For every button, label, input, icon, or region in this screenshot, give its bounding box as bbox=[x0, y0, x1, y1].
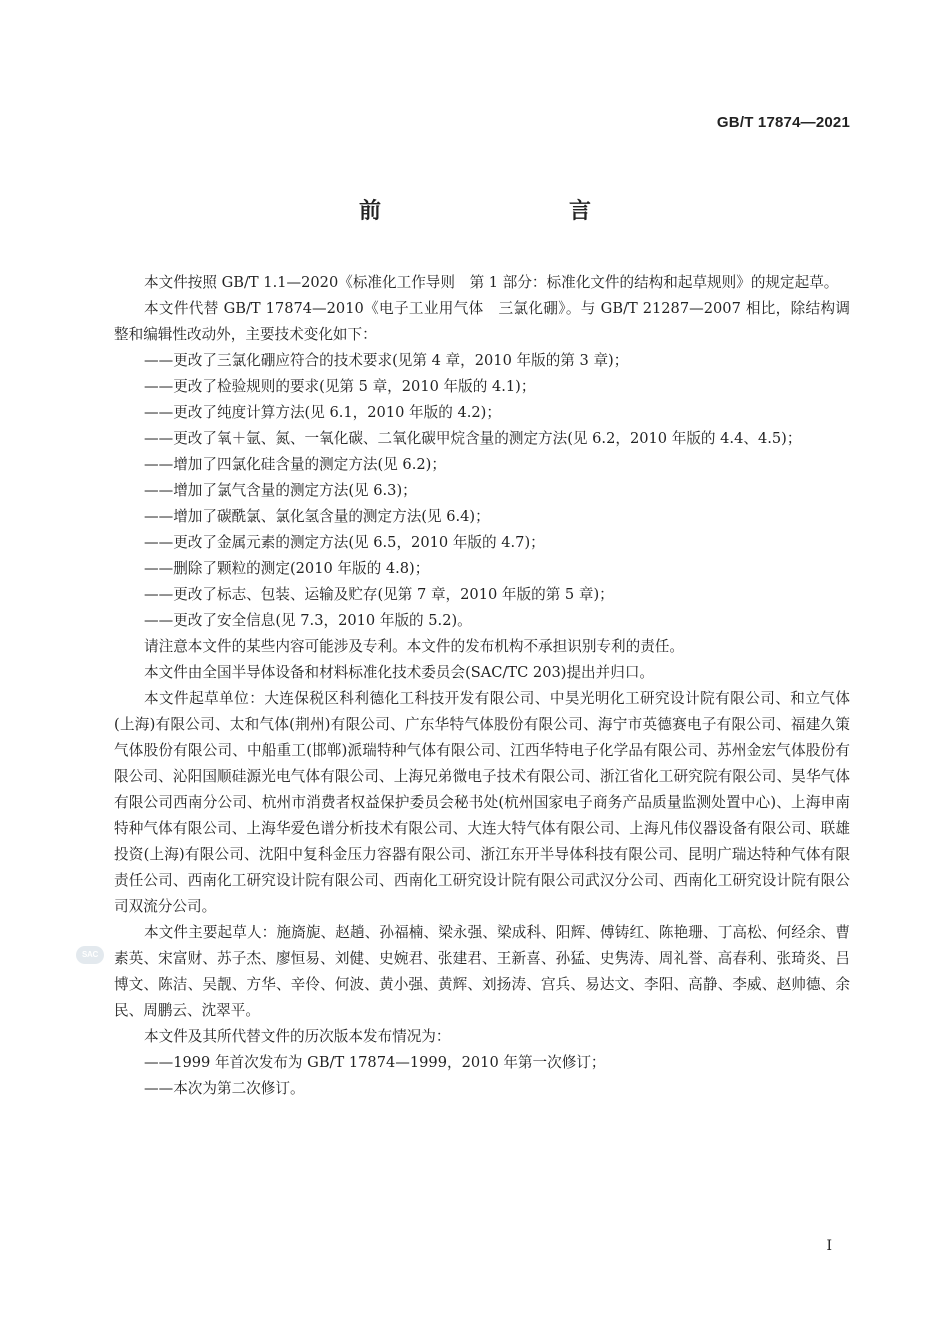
page-number: I bbox=[826, 1238, 832, 1254]
change-item: ——更改了三氯化硼应符合的技术要求(见第 4 章，2010 年版的第 3 章)； bbox=[144, 352, 629, 369]
paragraph-replaces: 本文件代替 GB/T 17874—2010《电子工业用气体 三氯化硼》。与 GB/T 21287—2007 相比，除结构调整和编辑性改动外，主要技术变化如下： bbox=[114, 300, 850, 343]
history-item: ——1999 年首次发布为 GB/T 17874—1999，2010 年第一次修订； bbox=[144, 1054, 606, 1071]
document-body bbox=[114, 270, 850, 1102]
change-item: ——删除了颗粒的测定(2010 年版的 4.8)； bbox=[144, 560, 430, 577]
standard-number: GB/T 17874—2021 bbox=[716, 114, 850, 131]
paragraph-drafting-units: 本文件起草单位：大连保税区科利德化工科技开发有限公司、中昊光明化工研究设计院有限公司、和立气体(上海)有限公司、太和气体(荆州)有限公司、广东华特气体股份有限公司、海宁市英德赛电子有限公司、福建久策气体股份有限公司、中船重工(邯郸)派瑞特种气体有限公司、江西华特电子化学品有限公司、苏州金宏气体股份有限公司、沁阳国顺硅源光电气体有限公司、上海兄弟微电子技术有限公司、浙江省化工研究院有限公司、昊华气体有限公司西南分公司、杭州市消费者权益保护委员会秘书处(杭州国家电子商务产品质量监测处置中心)、上海申南特种气体有限公司、上海华爱色谱分析技术有限公司、大连大特气体有限公司、上海凡伟仪器设备有限公司、联雄投资(上海)有限公司、沈阳中复科金压力容器有限公司、浙江东开半导体科技有限公司、昆明广瑞达特种气体有限责任公司、西南化工研究设计院有限公司、西南化工研究设计院有限公司武汉分公司、西南化工研究设计院有限公司双流分公司。 bbox=[114, 690, 850, 915]
change-item: ——更改了金属元素的测定方法(见 6.5，2010 年版的 4.7)； bbox=[144, 534, 545, 551]
paragraph-proposer: 本文件由全国半导体设备和材料标准化技术委员会(SAC/TC 203)提出并归口。 bbox=[144, 664, 655, 681]
paragraph-drafters: 本文件主要起草人：施旖旎、赵趟、孙福楠、梁永强、梁成科、阳辉、傅铸红、陈艳珊、丁高松、何经余、曹素英、宋富财、苏子杰、廖恒易、刘健、史婉君、张建君、王新喜、孙猛、史隽涛、周礼誉、高春利、张琦炎、吕博文、陈洁、吴靓、方华、辛伶、何波、黄小强、黄辉、刘扬涛、宫兵、易达文、李阳、高静、李威、赵帅德、余民、周鹏云、沈翠平。 bbox=[114, 924, 850, 1019]
paragraph-history: 本文件及其所代替文件的历次版本发布情况为： bbox=[144, 1028, 451, 1045]
change-item: ——增加了四氯化硅含量的测定方法(见 6.2)； bbox=[144, 456, 446, 473]
history-item: ——本次为第二次修订。 bbox=[144, 1080, 305, 1097]
paragraph-patent-notice: 请注意本文件的某些内容可能涉及专利。本文件的发布机构不承担识别专利的责任。 bbox=[144, 638, 684, 655]
change-item: ——更改了检验规则的要求(见第 5 章，2010 年版的 4.1)； bbox=[144, 378, 536, 395]
page-title: 前 言 bbox=[358, 198, 639, 224]
change-item: ——增加了碳酰氯、氯化氢含量的测定方法(见 6.4)； bbox=[144, 508, 490, 525]
paragraph-drafting-rules: 本文件按照 GB/T 1.1—2020《标准化工作导则 第 1 部分：标准化文件的结构和起草规则》的规定起草。 bbox=[144, 274, 839, 291]
change-item: ——增加了氯气含量的测定方法(见 6.3)； bbox=[144, 482, 417, 499]
change-item: ——更改了氧＋氩、氮、一氧化碳、二氧化碳甲烷含量的测定方法(见 6.2，2010 年版的 4.4、4.5)； bbox=[144, 430, 802, 447]
change-item: ——更改了标志、包装、运输及贮存(见第 7 章，2010 年版的第 5 章)； bbox=[144, 586, 614, 603]
sac-watermark-logo: SAC bbox=[76, 946, 104, 964]
change-item: ——更改了纯度计算方法(见 6.1，2010 年版的 4.2)； bbox=[144, 404, 501, 421]
change-item: ——更改了安全信息(见 7.3，2010 年版的 5.2)。 bbox=[144, 612, 472, 629]
